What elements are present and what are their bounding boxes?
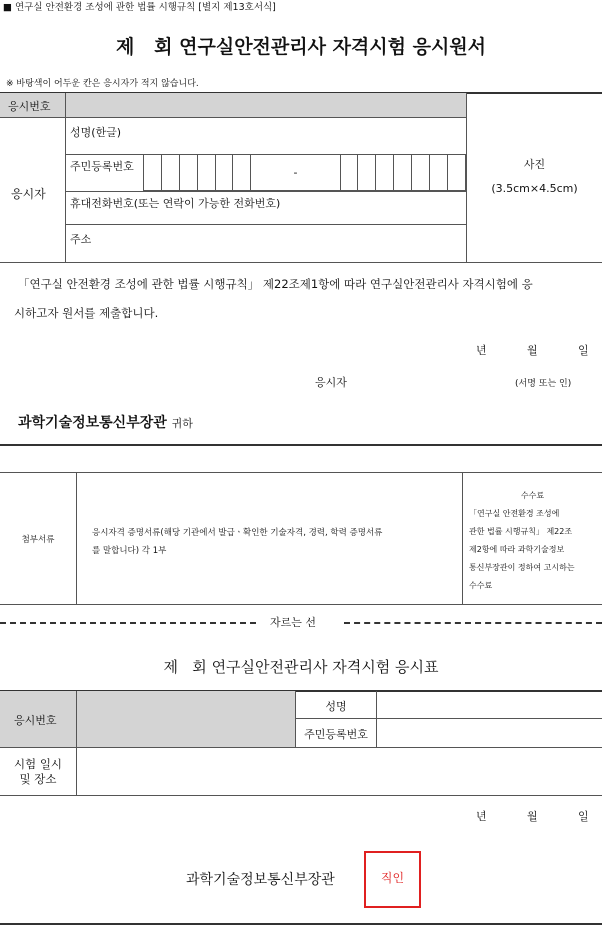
- schedule-field[interactable]: [77, 748, 602, 795]
- address-label: 주소: [70, 233, 92, 246]
- page-bottom-border: [0, 923, 602, 925]
- ticket-resident-number-field[interactable]: [377, 719, 602, 747]
- resident-number-label: 주민등록번호: [70, 160, 134, 173]
- date-year: 년: [476, 344, 487, 357]
- photo-label: 사진: [523, 158, 546, 171]
- digit-box[interactable]: [161, 155, 179, 191]
- photo-divider: [466, 93, 467, 262]
- form-reference: ■ 연구실 안전환경 조성에 관한 법률 시행규칙 [별지 제13호서식]: [3, 2, 276, 13]
- digit-box[interactable]: [144, 155, 162, 191]
- name-label: 성명(한글): [70, 126, 122, 139]
- recipient: [18, 412, 193, 432]
- attachments-top-border: [0, 472, 602, 473]
- cut-line-left: [0, 622, 256, 624]
- attachments-label: 첨부서류: [21, 535, 55, 545]
- attachments-bottom-border: [0, 604, 602, 605]
- fee-line: 관한 법률 시행규칙」 제22조: [469, 527, 573, 536]
- attachments-content-1: 응시자격 증명서류(해당 기관에서 발급ㆍ확인한 기술자격, 경력, 학력 증명서류: [92, 528, 383, 538]
- statement-line-2: 시하고자 원서를 제출합니다.: [14, 306, 159, 320]
- name-field[interactable]: [66, 118, 466, 154]
- recipient-suffix: 귀하: [171, 417, 193, 430]
- ticket-title: 제 회 연구실안전관리사 자격시험 응시표: [163, 658, 439, 676]
- digit-box[interactable]: [197, 155, 215, 191]
- digit-box[interactable]: [412, 155, 430, 191]
- ticket-issuer: 과학기술정보통신부장관: [186, 872, 335, 888]
- sign-hint: (서명 또는 인): [515, 379, 572, 389]
- fee-line: 수수료: [469, 581, 493, 590]
- exam-number-label: 응시번호: [8, 100, 51, 113]
- fee-title: 수수료: [520, 491, 545, 500]
- fee-line: 제2항에 따라 과학기술정보: [469, 545, 565, 554]
- recipient-name: 과학기술정보통신부장관: [18, 415, 167, 431]
- exam-number-row: [0, 93, 466, 117]
- cut-line-label: 자르는 선: [270, 616, 317, 629]
- attachments-content-2: 를 말합니다) 각 1부: [92, 546, 167, 556]
- ticket-resident-number-label: 주민등록번호: [304, 728, 368, 741]
- official-seal-label: 직인: [380, 871, 405, 885]
- photo-size: (3.5cm×4.5cm): [491, 182, 578, 195]
- ticket-date-day: 일: [578, 810, 589, 823]
- schedule-label-1: 시험 일시: [13, 757, 63, 771]
- ticket-date-year: 년: [476, 810, 487, 823]
- digit-box[interactable]: [340, 155, 358, 191]
- ticket-bottom-border: [0, 795, 602, 796]
- date-day: 일: [578, 344, 589, 357]
- ticket-name-label: 성명: [325, 700, 347, 713]
- digit-box[interactable]: [358, 155, 376, 191]
- ticket-exam-number-label: 응시번호: [14, 714, 57, 727]
- resident-dash: -: [251, 155, 340, 191]
- ticket-date-month: 월: [527, 810, 538, 823]
- divider: [0, 262, 602, 263]
- digit-box[interactable]: [376, 155, 394, 191]
- phone-label: 휴대전화번호(또는 연락이 가능한 전화번호): [70, 197, 281, 210]
- divider: [76, 472, 77, 604]
- digit-box[interactable]: [215, 155, 233, 191]
- address-field[interactable]: [66, 225, 466, 262]
- application-title: 제 회 연구실안전관리사 자격시험 응시원서: [115, 36, 487, 58]
- digit-box[interactable]: [394, 155, 412, 191]
- applicant-label: 응시자: [11, 187, 46, 201]
- resident-number-boxes[interactable]: [143, 154, 466, 191]
- fee-line: 「연구실 안전환경 조성에: [469, 509, 560, 518]
- applicant-sign-label: 응시자: [315, 376, 347, 389]
- ticket-name-field[interactable]: [377, 691, 602, 718]
- divider: [65, 93, 66, 117]
- fee-line: 통신부장관이 정하여 고시하는: [469, 563, 575, 572]
- schedule-label-2: 및 장소: [19, 772, 57, 786]
- statement-line-1: 「연구실 안전환경 조성에 관한 법률 시행규칙」 제22조제1항에 따라 연구실안전관리사 자격시험에 응: [18, 277, 533, 291]
- date-month: 월: [527, 344, 538, 357]
- digit-box[interactable]: [430, 155, 448, 191]
- digit-box[interactable]: [233, 155, 251, 191]
- cut-line-right: [344, 622, 602, 624]
- signature-field[interactable]: [360, 370, 510, 390]
- shaded-note: ※ 바탕색이 어두운 칸은 응시자가 적지 않습니다.: [6, 79, 199, 89]
- section-divider: [0, 444, 602, 446]
- digit-box[interactable]: [179, 155, 197, 191]
- digit-box[interactable]: [447, 155, 465, 191]
- phone-field[interactable]: [66, 192, 466, 224]
